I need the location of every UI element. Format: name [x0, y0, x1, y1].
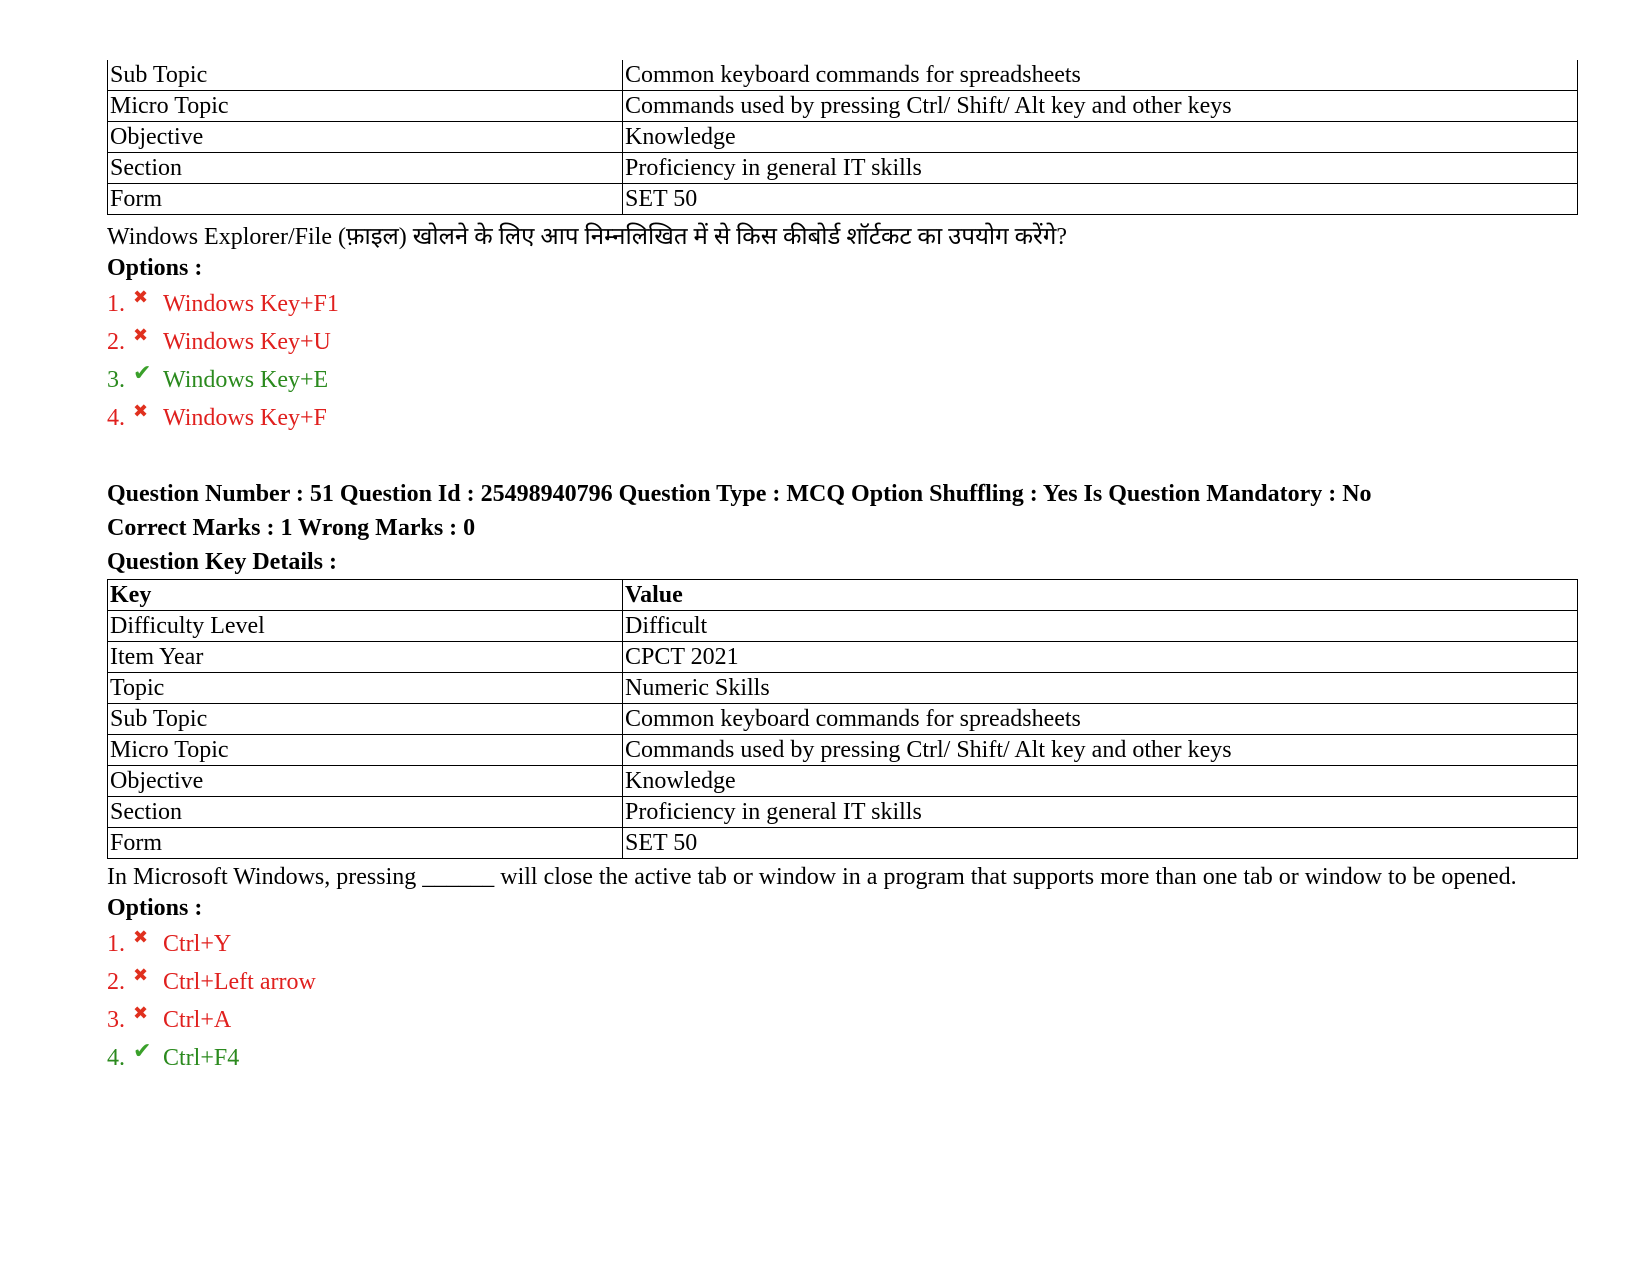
table-value-cell: Common keyboard commands for spreadsheets — [623, 704, 1578, 735]
table-value-cell: Common keyboard commands for spreadsheets — [623, 60, 1578, 91]
option-item — [107, 323, 1577, 361]
option-item — [107, 963, 1577, 1001]
option-label: Windows Key+U — [163, 329, 331, 355]
table-key-cell: Section — [108, 797, 623, 828]
option-item — [107, 1039, 1577, 1077]
q51-key-details-label: Question Key Details : — [107, 549, 337, 575]
option-number: 3. — [107, 1007, 125, 1033]
table-row — [108, 60, 1578, 91]
q51-question-text: In Microsoft Windows, pressing ______ will close the active tab or window in a program that supports more than one tab or window to be opened. — [107, 864, 1517, 890]
table-value-cell: Commands used by pressing Ctrl/ Shift/ Alt key and other keys — [623, 735, 1578, 766]
option-label: Windows Key+F1 — [163, 291, 339, 317]
table-row — [108, 611, 1578, 642]
table-value-cell: Knowledge — [623, 122, 1578, 153]
table-key-cell: Objective — [108, 122, 623, 153]
q50-options-label: Options : — [107, 255, 203, 281]
table-header-key: Key — [108, 580, 623, 611]
q50-question-text: Windows Explorer/File (फ़ाइल) खोलने के लिए आप निम्नलिखित में से किस कीबोर्ड शॉर्टकट का उपयोग करेंगे? — [107, 224, 1068, 250]
cross-icon: ✖ — [133, 1003, 149, 1024]
table-row — [108, 184, 1578, 215]
check-icon: ✔ — [133, 361, 152, 386]
option-number: 3. — [107, 367, 125, 393]
check-icon: ✔ — [133, 1039, 152, 1064]
option-label: Ctrl+F4 — [163, 1045, 240, 1071]
table-value-cell: SET 50 — [623, 184, 1578, 215]
cross-icon: ✖ — [133, 287, 149, 308]
table-key-cell: Objective — [108, 766, 623, 797]
q51-options-label: Options : — [107, 895, 203, 921]
table-key-cell: Difficulty Level — [108, 611, 623, 642]
table-row — [108, 673, 1578, 704]
q51-options-list — [107, 925, 1577, 1077]
table-key-cell: Section — [108, 153, 623, 184]
table-value-cell: Numeric Skills — [623, 673, 1578, 704]
table-row — [108, 91, 1578, 122]
q51-meta-line: Question Number : 51 Question Id : 25498940796 Question Type : MCQ Option Shuffling : Yes Is Question Mandatory : No — [107, 481, 1372, 507]
table-header-value: Value — [623, 580, 1578, 611]
option-label: Windows Key+E — [163, 367, 329, 393]
table-row — [108, 828, 1578, 859]
table-value-cell: Knowledge — [623, 766, 1578, 797]
table-row — [108, 642, 1578, 673]
option-number: 2. — [107, 969, 125, 995]
table-key-cell: Form — [108, 828, 623, 859]
table-value-cell: Proficiency in general IT skills — [623, 797, 1578, 828]
table-row — [108, 797, 1578, 828]
table-key-cell: Sub Topic — [108, 60, 623, 91]
table-row — [108, 704, 1578, 735]
option-number: 1. — [107, 291, 125, 317]
table-key-cell: Sub Topic — [108, 704, 623, 735]
table-value-cell: Difficult — [623, 611, 1578, 642]
document-page — [107, 60, 1577, 1077]
cross-icon: ✖ — [133, 965, 149, 986]
option-item — [107, 399, 1577, 437]
q50-options-list — [107, 285, 1577, 437]
option-number: 4. — [107, 405, 125, 431]
option-label: Windows Key+F — [163, 405, 327, 431]
table-key-cell: Micro Topic — [108, 735, 623, 766]
table-row — [108, 735, 1578, 766]
table-value-cell: SET 50 — [623, 828, 1578, 859]
cross-icon: ✖ — [133, 927, 149, 948]
option-item — [107, 1001, 1577, 1039]
table-key-cell: Topic — [108, 673, 623, 704]
option-label: Ctrl+A — [163, 1007, 232, 1033]
table-row — [108, 766, 1578, 797]
table-key-cell: Form — [108, 184, 623, 215]
option-number: 1. — [107, 931, 125, 957]
option-number: 2. — [107, 329, 125, 355]
table-value-cell: Commands used by pressing Ctrl/ Shift/ Alt key and other keys — [623, 91, 1578, 122]
option-label: Ctrl+Y — [163, 931, 232, 957]
q50-key-details-table — [107, 60, 1578, 215]
table-key-cell: Micro Topic — [108, 91, 623, 122]
option-item — [107, 285, 1577, 323]
table-value-cell: CPCT 2021 — [623, 642, 1578, 673]
cross-icon: ✖ — [133, 325, 149, 346]
q51-key-details-table — [107, 579, 1578, 859]
table-value-cell: Proficiency in general IT skills — [623, 153, 1578, 184]
table-key-cell: Item Year — [108, 642, 623, 673]
option-label: Ctrl+Left arrow — [163, 969, 316, 995]
option-number: 4. — [107, 1045, 125, 1071]
cross-icon: ✖ — [133, 401, 149, 422]
option-item — [107, 361, 1577, 399]
option-item — [107, 925, 1577, 963]
table-row — [108, 122, 1578, 153]
table-header-row — [108, 580, 1578, 611]
table-row — [108, 153, 1578, 184]
q51-marks-line: Correct Marks : 1 Wrong Marks : 0 — [107, 515, 476, 541]
